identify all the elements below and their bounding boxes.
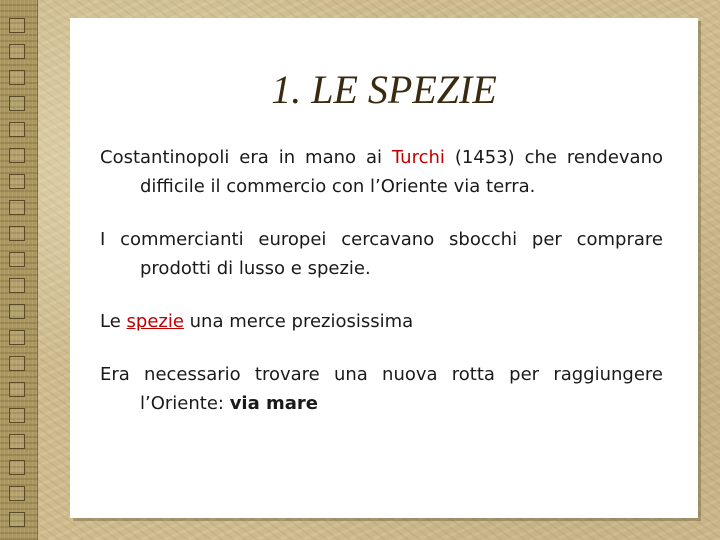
paragraph-spezie [100,307,663,336]
decorative-square-icon [9,434,25,449]
decorative-square-icon [9,148,25,163]
slide-body [100,143,663,442]
paragraph-text: I commercianti europei cercavano sbocchi per comprare prodotti di lusso e spezie. [100,229,663,279]
highlight-turchi: Turchi [391,147,445,168]
emphasis-via-mare: via mare [229,393,319,414]
paragraph-turchi [100,143,663,201]
decorative-square-icon [9,252,25,267]
paragraph-text: una merce preziosissima [183,311,414,332]
decorative-square-icon [9,512,25,527]
decorative-square-icon [9,18,25,33]
decorative-square-icon [9,330,25,345]
paragraph-text: Era necessario trovare una nuova rotta per raggiungere l’Oriente: [100,364,663,414]
decorative-side-strip [0,0,38,540]
decorative-square-icon [9,278,25,293]
decorative-square-icon [9,96,25,111]
paragraph-rotta [100,360,663,418]
paragraph-text: (1453) che rendevano difficile il commercio con l’Oriente via terra. [140,147,663,197]
decorative-square-icon [9,460,25,475]
decorative-square-icon [9,408,25,423]
decorative-square-icon [9,44,25,59]
decorative-square-icon [9,356,25,371]
paragraph-commercianti [100,225,663,283]
decorative-square-icon [9,174,25,189]
highlight-spezie: spezie [126,311,184,332]
paragraph-text: Costantinopoli era in mano ai [100,147,392,168]
decorative-square-icon [9,70,25,85]
decorative-square-icon [9,122,25,137]
paragraph-text: Le [100,311,127,332]
decorative-square-icon [9,200,25,215]
content-panel [70,18,698,518]
slide-title: 1. LE SPEZIE [271,67,497,112]
decorative-square-icon [9,486,25,501]
decorative-square-icon [9,382,25,397]
decorative-square-icon [9,226,25,241]
decorative-square-icon [9,304,25,319]
